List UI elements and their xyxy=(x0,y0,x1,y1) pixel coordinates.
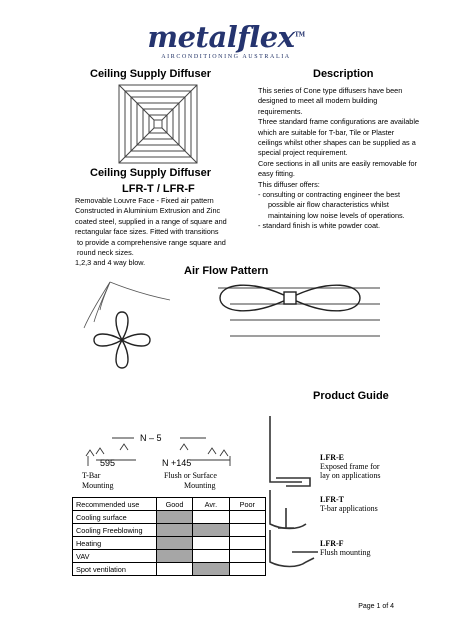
header-recommended-use: Recommended use xyxy=(73,498,157,511)
row-label: VAV xyxy=(73,550,157,563)
description-text xyxy=(258,86,420,232)
rating-poor xyxy=(229,550,265,563)
header-poor: Poor xyxy=(229,498,265,511)
heading-ceiling-supply-diffuser-2: Ceiling Supply Diffuser xyxy=(90,167,212,179)
header-avr: Avr. xyxy=(193,498,229,511)
table-row xyxy=(73,550,266,563)
rating-avr xyxy=(193,563,229,576)
summary-line: Constructed in Aluminium Extrusion and Zinc xyxy=(75,206,221,216)
table-row xyxy=(73,563,266,576)
rating-good xyxy=(156,537,192,550)
heading-description: Description xyxy=(313,68,374,80)
summary-line: 1,2,3 and 4 way blow. xyxy=(75,258,146,268)
heading-product-guide: Product Guide xyxy=(313,390,389,402)
frame-desc-lfr-f: Flush mounting xyxy=(320,548,371,557)
trademark-mark: TM xyxy=(294,31,305,39)
description-paragraph: This diffuser offers: xyxy=(258,179,320,189)
heading-ceiling-supply-diffuser: Ceiling Supply Diffuser xyxy=(90,68,212,80)
dim-left: 595 xyxy=(100,458,116,468)
rating-avr xyxy=(193,537,229,550)
rating-poor xyxy=(229,511,265,524)
description-paragraph: Core sections in all units are easily removable for easy fitting. xyxy=(258,158,417,179)
summary-line: to provide a comprehensive range square and xyxy=(77,237,226,247)
description-paragraph: This series of Cone type diffusers have been designed to meet all modern building requirements. xyxy=(258,86,403,116)
label-tbar: T-Bar xyxy=(82,471,101,480)
dim-right: N +145 xyxy=(162,458,192,468)
table-row xyxy=(73,537,266,550)
summary-line: rectangular face sizes. Fitted with transitions xyxy=(75,227,219,237)
frame-code-lfr-t: LFR-T xyxy=(320,495,344,504)
description-bullet: - standard finish is white powder coat. xyxy=(258,221,381,231)
table-header-row xyxy=(73,498,266,511)
summary-line: coated steel, supplied in a range of square and xyxy=(75,216,227,226)
rating-avr xyxy=(193,550,229,563)
heading-air-flow-pattern: Air Flow Pattern xyxy=(184,265,269,277)
row-label: Cooling Freeblowing xyxy=(73,524,157,537)
label-flush-mounting: Mounting xyxy=(184,481,216,490)
label-tbar-mounting: Mounting xyxy=(82,481,114,490)
rating-good xyxy=(156,550,192,563)
frame-code-lfr-e: LFR-E xyxy=(320,453,344,462)
summary-line: round neck sizes. xyxy=(77,248,134,258)
rating-poor xyxy=(229,524,265,537)
rating-poor xyxy=(229,537,265,550)
rating-good xyxy=(156,524,192,537)
description-bullet: - consulting or contracting engineer the best possible air flow characteristics whilst maintaining low noise levels of operations. xyxy=(258,190,405,220)
header-good: Good xyxy=(156,498,192,511)
recommended-use-table xyxy=(72,497,266,576)
dim-top: N – 5 xyxy=(140,433,162,443)
row-label: Spot ventilation xyxy=(73,563,157,576)
frame-desc-lfr-e-2: lay on applications xyxy=(320,471,381,480)
model-heading: LFR-T / LFR-F xyxy=(122,183,195,195)
table-row xyxy=(73,524,266,537)
row-label: Cooling surface xyxy=(73,511,157,524)
mounting-dimension-drawing xyxy=(80,430,250,492)
table-row xyxy=(73,511,266,524)
summary-line: Removable Louvre Face - Fixed air pattern xyxy=(75,196,214,205)
row-label: Heating xyxy=(73,537,157,550)
brand-logo xyxy=(0,20,452,54)
page-number: Page 1 of 4 xyxy=(358,603,394,610)
rating-good xyxy=(156,511,192,524)
frame-desc-lfr-e: Exposed frame for xyxy=(320,462,380,471)
air-flow-pattern-diagram xyxy=(70,278,400,374)
product-summary xyxy=(75,196,255,269)
description-paragraph: Three standard frame configurations are available which are suitable for T-bar, Tile or Plaster ceilings whilst other shapes can be supplied as a special project requirement. xyxy=(258,117,420,158)
diffuser-face-illustration xyxy=(118,84,198,164)
rating-avr xyxy=(193,524,229,537)
frame-profiles-drawing xyxy=(262,412,412,582)
brand-tagline: AIRCONDITIONING AUSTRALIA xyxy=(161,54,291,60)
label-flush-surface: Flush or Surface xyxy=(164,471,217,480)
rating-good xyxy=(156,563,192,576)
frame-desc-lfr-t: T-bar applications xyxy=(320,504,378,513)
rating-poor xyxy=(229,563,265,576)
frame-code-lfr-f: LFR-F xyxy=(320,539,344,548)
brand-name: metalflex xyxy=(147,20,295,54)
rating-avr xyxy=(193,511,229,524)
